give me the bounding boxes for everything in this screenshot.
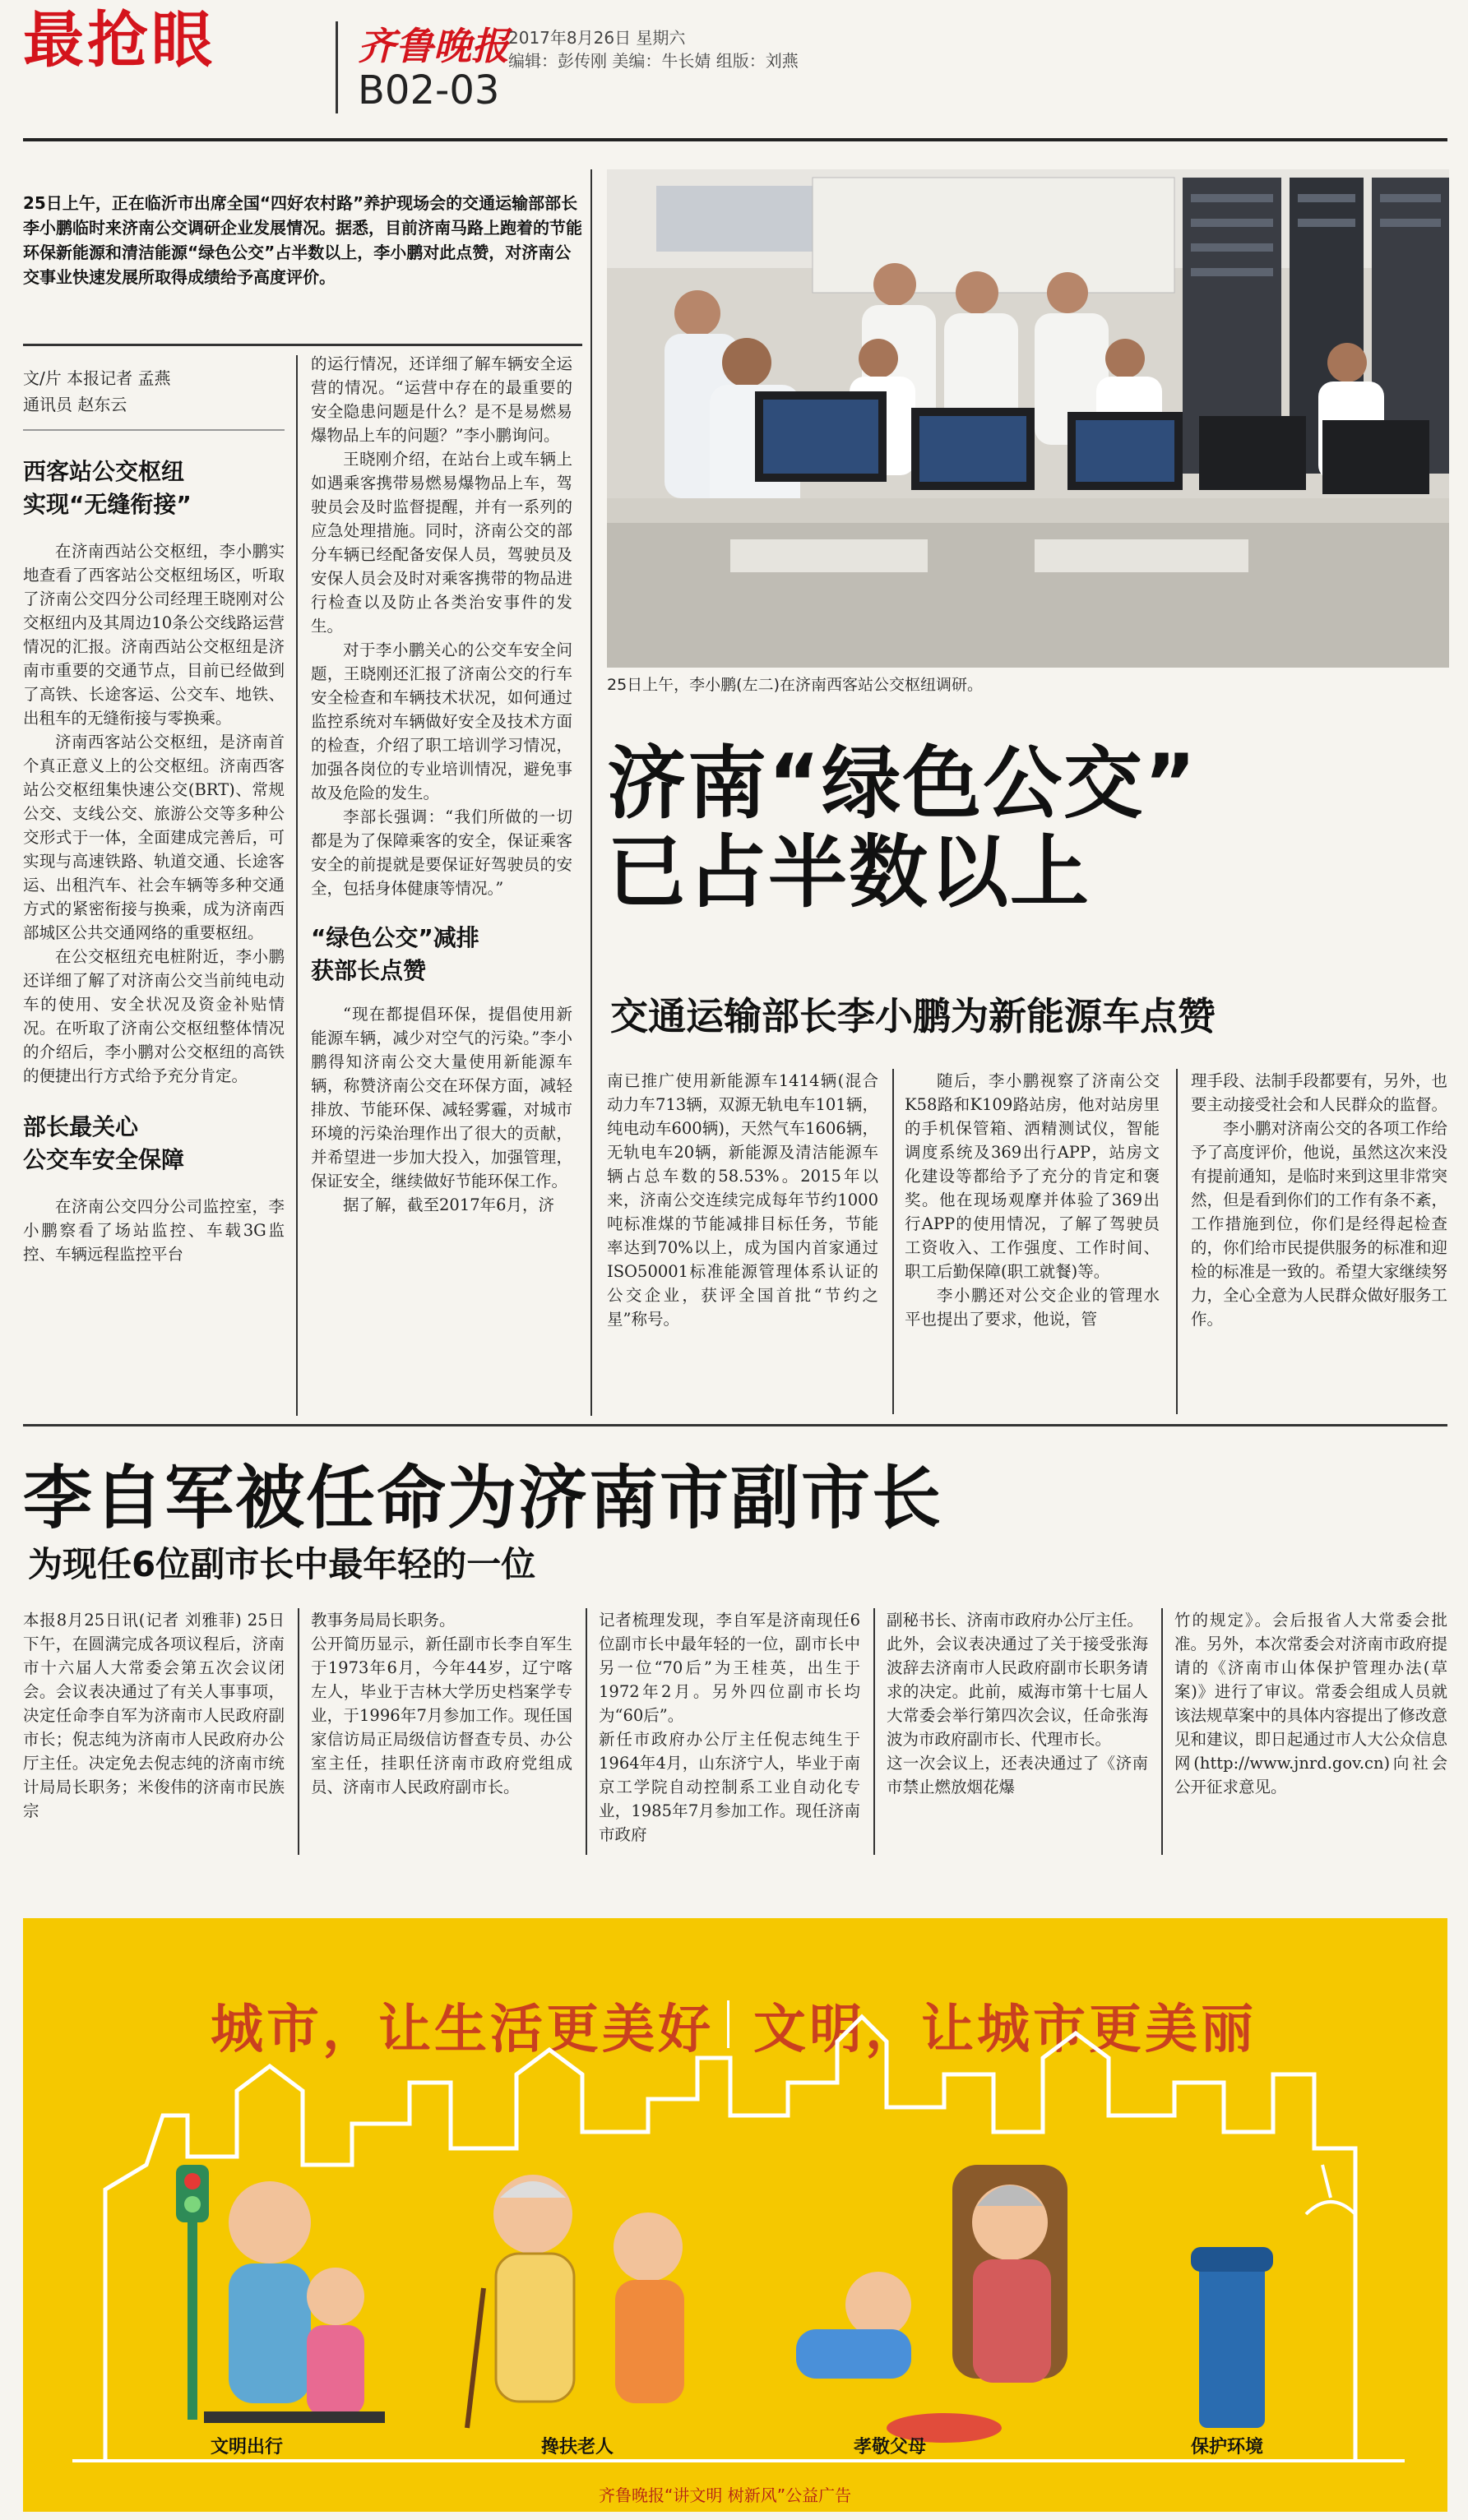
- subhead-hub-line2: 实现“无缝衔接”: [23, 491, 192, 518]
- column-rule: [892, 1069, 894, 1414]
- subhead-hub-line1: 西客站公交枢纽: [23, 458, 185, 485]
- paragraph: 据了解，截至2017年6月，济: [343, 1195, 555, 1214]
- story1-column-5: [1191, 1069, 1447, 1331]
- ad-slogan-city: 城市，让生活更美好: [211, 2000, 714, 2060]
- section-title: 最抢眼: [23, 5, 215, 76]
- story2-column-2: 教事务局局长职务。 公开简历显示，新任副市长李自军生于1973年6月，今年44岁，辽宁喀左人，毕业于吉林大学历史档案学专业，于1996年7月参加工作。现任国家信访局正局级信访督查专员、办公室主任，挂职任济南市政府党组成员、济南市人民政府副市长。: [311, 1611, 572, 1796]
- paragraph: 在公交枢纽充电桩附近，李小鹏还详细了解了对济南公交当前纯电动车的使用、安全状况及资金补贴情况。在听取了济南公交枢纽整体情况的介绍后，李小鹏对公交枢纽的高铁的便捷出行方式给予充分肯定。: [23, 947, 285, 1085]
- paragraph: 李小鹏还对公交企业的管理水平也提出了要求，他说，管: [905, 1286, 1160, 1329]
- paragraph: 南已推广使用新能源车1414辆(混合动力车713辆，双源无轨电车101辆，纯电动车600辆)，天然气车1606辆，无轨电车20辆，新能源及清洁能源车辆占总车数的58.53%。2015年以来，济南公交连续完成每年节约1000吨标准煤的节能减排目标任务，节能率达到70%以上，成为国内首家通过ISO50001标准能源管理体系认证的公交企业，获评全国首批“节约之星”称号。: [607, 1071, 878, 1329]
- story1-column-4: [905, 1069, 1160, 1331]
- ad-label-environment: 保护环境: [1191, 2437, 1264, 2458]
- story2-column-4: 副秘书长、济南市政府办公厅主任。 此外，会议表决通过了关于接受张海波辞去济南市人民政府副市长职务请求的决定。此前，威海市第十七届人大常委会举行第四次会议，任命张海波为市政府副市长、代理市长。 这一次会议上，还表决通过了《济南市禁止燃放烟花爆: [887, 1611, 1148, 1796]
- story2-column-1: 本报8月25日讯(记者 刘雅菲) 25日下午，在圆满完成各项议程后，济南市十六届人大常委会第五次会议闭会。会议表决通过了有关人事事项，决定任命李自军为济南市人民政府副市长；倪志纯为济南市人民政府办公厅主任。决定免去倪志纯的济南市统计局局长职务；米俊伟的济南市民族宗: [23, 1611, 285, 1820]
- scene-filial-piety: [796, 2165, 1067, 2443]
- control-room-photo: [607, 169, 1449, 668]
- story2-column-5: 竹的规定》。会后报省人大常委会批准。另外，本次常委会对济南市政府提请的《济南市山体保护管理办法(草案)》进行了审议。常委会组成人员就该法规草案中的具体内容提出了修改意见和建议，即日起通过市人大公众信息网(http://www.jnrd.gov.cn)向社会公开征求意见。: [1174, 1611, 1447, 1796]
- column-rule: [1176, 1069, 1178, 1414]
- column-rule: [586, 1608, 587, 1855]
- story2-headline: 李自军被任命为济南市副市长: [23, 1458, 943, 1538]
- story1-headline: [607, 740, 1197, 917]
- ad-label-elderly: 搀扶老人: [541, 2437, 614, 2458]
- masthead-divider: [336, 21, 338, 113]
- body-text: [311, 352, 572, 900]
- section-rule: [23, 1424, 1447, 1426]
- newspaper-logo: 齐鲁晚报: [358, 24, 509, 68]
- paragraph: 对于李小鹏关心的公交车安全问题，王晓刚还汇报了济南公交的行车安全检查和车辆技术状况，如何通过监控系统对车辆做好安全及技术方面的检查，介绍了职工培训学习情况，加强各岗位的专业培训情况，避免事故及危险的发生。: [311, 640, 572, 802]
- paragraph: 王晓刚介绍，在站台上或车辆上如遇乘客携带易燃易爆物品上车，驾驶员会及时监督提醒，并有一系列的应急处理措施。同时，济南公交的部分车辆已经配备安保人员，驾驶员及安保人员会及时对乘客携带的物品进行检查以及防止各类治安事件的发生。: [311, 450, 572, 636]
- issue-date: 2017年8月26日 星期六: [508, 28, 686, 48]
- subhead-safety-line2: 公交车安全保障: [23, 1146, 185, 1173]
- paragraph: 李部长强调：“我们所做的一切都是为了保障乘客的安全，保证乘客安全的前提就是要保证好驾驶员的安全，包括身体健康等情况。”: [311, 807, 572, 898]
- subhead-hub: [23, 455, 285, 521]
- column-rule: [873, 1608, 875, 1855]
- paragraph: 在济南西站公交枢纽，李小鹏实地查看了西客站公交枢纽场区，听取了济南公交四分公司经理王晓刚对公交枢纽内及其周边10条公交线路运营情况的汇报。济南西站公交枢纽是济南市重要的交通节点，目前已经做到了高铁、长途客运、公交车、地铁、出租车的无缝衔接与零换乘。: [23, 542, 285, 728]
- subhead-green-line1: “绿色公交”减排: [311, 924, 479, 951]
- lead-rule: [23, 344, 582, 346]
- column-rule: [590, 169, 592, 1416]
- column-rule: [296, 355, 298, 1416]
- scene-civilized-travel: [176, 2165, 385, 2423]
- paragraph: 理手段、法制手段都要有，另外，也要主动接受社会和人民群众的监督。: [1191, 1071, 1448, 1114]
- story1-column-2: [311, 352, 572, 1217]
- scene-protect-environment: [1191, 2165, 1355, 2428]
- paragraph: 李小鹏对济南公交的各项工作给予了高度评价，他说，虽然这次来没有提前通知，是临时来到这里非常突然，但是看到你们的工作有条不紊，工作措施到位，你们是经得起检查的，你们给市民提供服务的标准和迎检的标准是一致的。希望大家继续努力，全心全意为人民群众做好服务工作。: [1191, 1119, 1448, 1329]
- story1-column-3: [607, 1069, 878, 1331]
- column-rule: [1161, 1608, 1163, 1855]
- ad-illustration: [23, 1918, 1447, 2512]
- news-photo: [607, 169, 1449, 668]
- paragraph: 济南西客站公交枢纽，是济南首个真正意义上的公交枢纽。济南西客站公交枢纽集快速公交(BRT)、常规公交、支线公交、旅游公交等多种公交形式于一体，全面建成完善后，可实现与高速铁路、轨道交通、长途客运、出租汽车、社会车辆等多种交通方式的紧密衔接与换乘，成为济南西部城区公共交通网络的重要枢纽。: [23, 733, 285, 942]
- headline-line-1: 济南“绿色公交”: [607, 738, 1198, 830]
- editors-credit: 编辑：彭传刚 美编：牛长婧 组版：刘燕: [508, 51, 799, 71]
- byline-rule: [23, 429, 285, 431]
- masthead-rule: [23, 138, 1447, 141]
- paragraph: 随后，李小鹏视察了济南公交K58路和K109路站房，他对站房里的手机保管箱、洒精测试仪，智能调度系统及369出行APP，站房文化建设等都给予了充分的肯定和褒奖。他在现场观摩并体验了369出行APP的使用情况，了解了驾驶员工资收入、工作强度、工作时间、职工后勤保障(职工就餐)等。: [905, 1071, 1160, 1281]
- ad-label-travel: 文明出行: [211, 2437, 284, 2458]
- ad-footer: 齐鲁晚报“讲文明 树新风”公益广告: [599, 2485, 852, 2505]
- story1-subheadline: 交通运输部长李小鹏为新能源车点赞: [610, 994, 1216, 1038]
- story2-column-3: 记者梳理发现，李自军是济南现任6位副市长中最年轻的一位，副市长中另一位“70后”为王桂英，出生于1972年2月。另外四位副市长均为“60后”。 新任市政府办公厅主任倪志纯生于1964年4月，山东济宁人，毕业于南京工学院自动控制系工业自动化专业，1985年7月参加工作。现任济南市政府: [599, 1611, 860, 1844]
- subhead-green: [311, 922, 572, 987]
- byline-reporter: 文/片 本报记者 孟燕: [23, 368, 171, 388]
- story2-subheadline: 为现任6位副市长中最年轻的一位: [28, 1544, 536, 1584]
- paragraph: “现在都提倡环保，提倡使用新能源车辆，减少对空气的污染。”李小鹏得知济南公交大量使用新能源车辆，称赞济南公交在环保方面，减轻排放、节能环保、减轻雾霾，对城市环境的污染治理作出了很大的贡献，并希望进一步加大投入，加强管理，保证安全，继续做好节能环保工作。: [311, 1005, 572, 1191]
- paragraph: 在济南公交四分公司监控室，李小鹏察看了场站监控、车载3G监控、车辆远程监控平台: [23, 1197, 285, 1264]
- subhead-safety-line1: 部长最关心: [23, 1113, 139, 1140]
- page-code: B02-03: [358, 67, 500, 113]
- story-lead: 25日上午，正在临沂市出席全国“四好农村路”养护现场会的交通运输部部长李小鹏临时来济南公交调研企业发展情况。据悉，目前济南马路上跑着的节能环保新能源和清洁能源“绿色公交”占半数以上，李小鹏对此点赞，对济南公交事业快速发展所取得成绩给予高度评价。: [23, 193, 582, 287]
- byline-correspondent: 通讯员 赵东云: [23, 395, 127, 414]
- headline-line-2: 已占半数以上: [607, 825, 1091, 918]
- story1-column-1: [23, 365, 285, 1266]
- subhead-green-line2: 获部长点赞: [311, 957, 427, 984]
- body-text: [23, 539, 285, 1088]
- photo-caption: 25日上午，李小鹏(左二)在济南西客站公交枢纽调研。: [607, 676, 984, 694]
- paragraph: 的运行情况，还详细了解车辆安全运营的情况。“运营中存在的最重要的安全隐患问题是什么？是不是易燃易爆物品上车的问题？”李小鹏询问。: [311, 354, 572, 445]
- scene-helping-elderly: [467, 2175, 684, 2428]
- body-text: [311, 1002, 572, 1217]
- ad-slogan-civility: 文明，让城市更美丽: [753, 2000, 1257, 2060]
- ad-label-parents: 孝敬父母: [854, 2437, 927, 2458]
- subhead-safety: [23, 1111, 285, 1177]
- column-rule: [298, 1608, 299, 1855]
- body-text: [23, 1195, 285, 1266]
- public-service-ad: [23, 1918, 1447, 2512]
